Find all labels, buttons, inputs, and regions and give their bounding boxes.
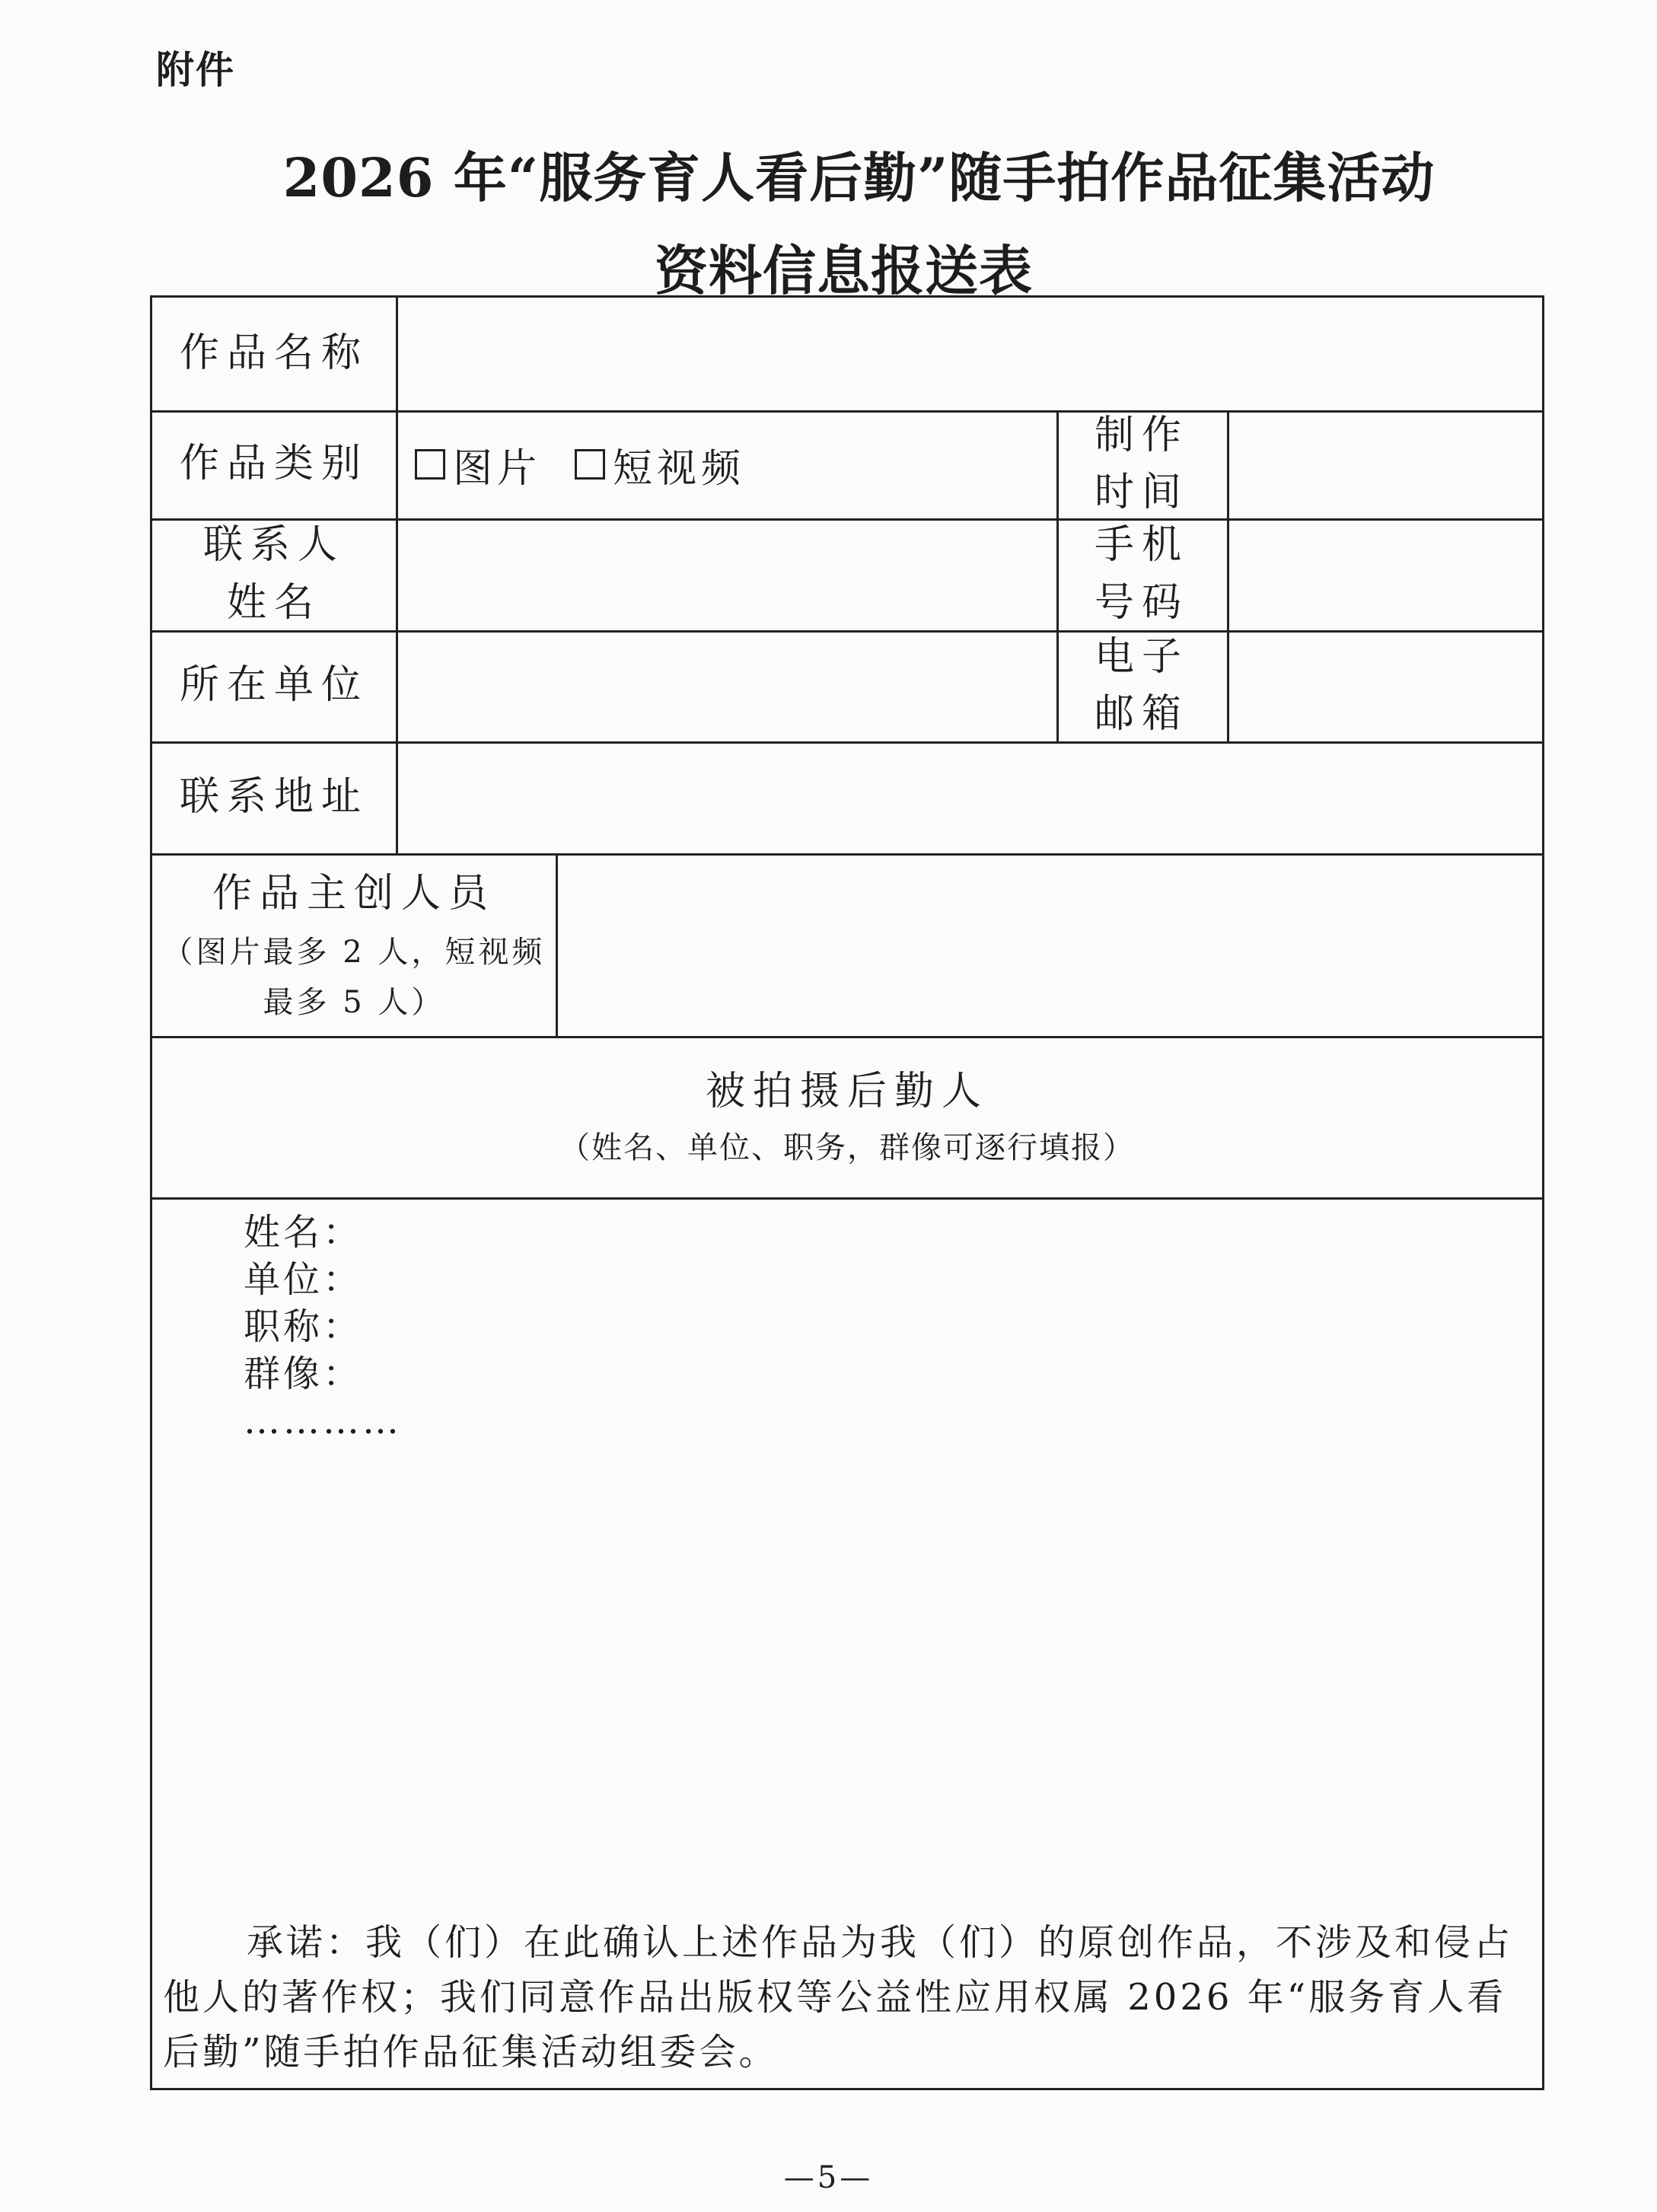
creators-field[interactable]: [556, 853, 1542, 1036]
production-time-label: 制作 时间: [1094, 412, 1189, 515]
contact-name-label: 联系人 姓名: [202, 522, 345, 626]
email-label: 电子 邮箱: [1094, 633, 1189, 737]
pledge-text: 承诺：我（们）在此确认上述作品为我（们）的原创作品，不涉及和侵占他人的著作权；我们同意作品出版权等公益性应用权属 2026 年“服务育人看后勤”随手拍作品征集活动组委会。: [163, 1921, 1514, 2073]
creators-label: 作品主创人员 （图片最多 2 人，短视频 最多 5 人）: [162, 871, 546, 1020]
work-name-label: 作品名称: [179, 330, 368, 377]
category-label: 作品类别: [179, 441, 368, 487]
subjects-note: （姓名、单位、职务，群像可逐行填报）: [559, 1130, 1135, 1165]
subject-name-field[interactable]: 姓名：: [244, 1211, 363, 1254]
subject-title-field[interactable]: 职称：: [244, 1305, 363, 1348]
page-number: —5—: [783, 2160, 874, 2195]
email-field[interactable]: [1227, 630, 1542, 741]
subject-group-field[interactable]: 群像：: [244, 1353, 363, 1395]
mobile-label: 手机 号码: [1094, 522, 1189, 626]
info-form-table: [150, 295, 1544, 2090]
work-name-field[interactable]: [396, 298, 1542, 410]
subject-unit-field[interactable]: 单位：: [244, 1258, 363, 1301]
checkbox-image[interactable]: [415, 449, 445, 480]
row-divider: [152, 1197, 1542, 1200]
production-time-field[interactable]: [1227, 410, 1542, 518]
address-label: 联系地址: [179, 773, 368, 820]
subject-ellipsis: …………: [244, 1400, 402, 1442]
creators-note: （图片最多 2 人，短视频: [162, 934, 546, 970]
unit-label: 所在单位: [179, 662, 368, 709]
subjects-title: 被拍摄后勤人: [705, 1069, 989, 1115]
category-option-short-video: 短视频: [613, 445, 746, 492]
category-option-image: 图片: [453, 445, 542, 492]
subjects-header: [152, 1036, 1542, 1197]
contact-name-field[interactable]: [396, 518, 1056, 630]
mobile-field[interactable]: [1227, 518, 1542, 630]
category-options: [415, 410, 745, 518]
form-title: 2026 年“服务育人看后勤”随手拍作品征集活动: [282, 146, 1436, 209]
attachment-label: 附件: [156, 48, 235, 92]
address-field[interactable]: [396, 741, 1542, 853]
checkbox-short-video[interactable]: [575, 449, 605, 480]
subject-fields: [244, 1209, 402, 1445]
unit-field[interactable]: [396, 630, 1056, 741]
form-subtitle: 资料信息报送表: [655, 239, 1033, 302]
